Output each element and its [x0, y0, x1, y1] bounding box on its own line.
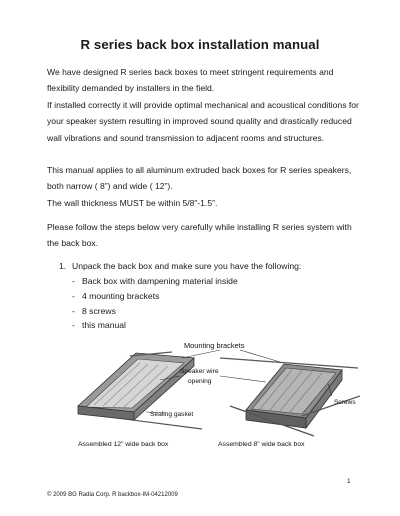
- list-item: - 8 screws: [72, 305, 116, 316]
- list-item-text: 8 screws: [82, 305, 116, 316]
- list-item: - Back box with dampening material inside: [72, 276, 238, 286]
- page-number: 1: [347, 478, 351, 485]
- right-figure-caption: Assembled 8” wide back box: [218, 441, 305, 448]
- list-item-text: 4 mounting brackets: [82, 290, 160, 301]
- right-back-box-illustration: [220, 358, 360, 436]
- list-item: - this manual: [72, 320, 126, 331]
- list-item-text: this manual: [82, 320, 126, 331]
- step-1: [59, 259, 301, 273]
- package-contents-list: [72, 274, 238, 333]
- scope-paragraph: This manual applies to all aluminum extruded back boxes for R series speakers, both narrow ( 8”) and wide ( 12”).: [47, 165, 352, 192]
- speaker-wire-opening-label: opening: [188, 378, 212, 385]
- mounting-brackets-label: Mounting brackets: [184, 341, 245, 350]
- wall-thickness-paragraph: The wall thickness MUST be within 5/8”-1.5”.: [47, 198, 218, 208]
- page-footer: © 2009 BG Radia Corp. R backbox-IM-04212009: [47, 492, 178, 498]
- intro-paragraph: We have designed R series back boxes to meet stringent requirements and flexibility demanded by installers in the field.: [47, 67, 334, 94]
- step-1-text: Unpack the back box and make sure you have the following:: [72, 261, 302, 271]
- instructions-paragraph: Please follow the steps below very carefully while installing R series system with the back box.: [47, 222, 352, 249]
- left-figure-caption: Assembled 12” wide back box: [78, 441, 169, 448]
- document-title: R series back box installation manual: [80, 37, 320, 52]
- speaker-wire-label: Speaker wire: [180, 368, 219, 375]
- step-1-number: 1.: [59, 261, 67, 271]
- benefits-paragraph: If installed correctly it will provide optimal mechanical and acoustical conditions for your speaker system resulting in improved sound quality and drastically reduced wall vibrations and sound transmission to adjacent rooms and structures.: [47, 100, 359, 143]
- sealing-gasket-label: Sealing gasket: [150, 411, 194, 418]
- back-box-figure: [70, 336, 360, 454]
- list-item: - 4 mounting brackets: [72, 290, 160, 301]
- list-item-text: Back box with dampening material inside: [82, 276, 238, 286]
- screws-label: Screws: [334, 399, 356, 406]
